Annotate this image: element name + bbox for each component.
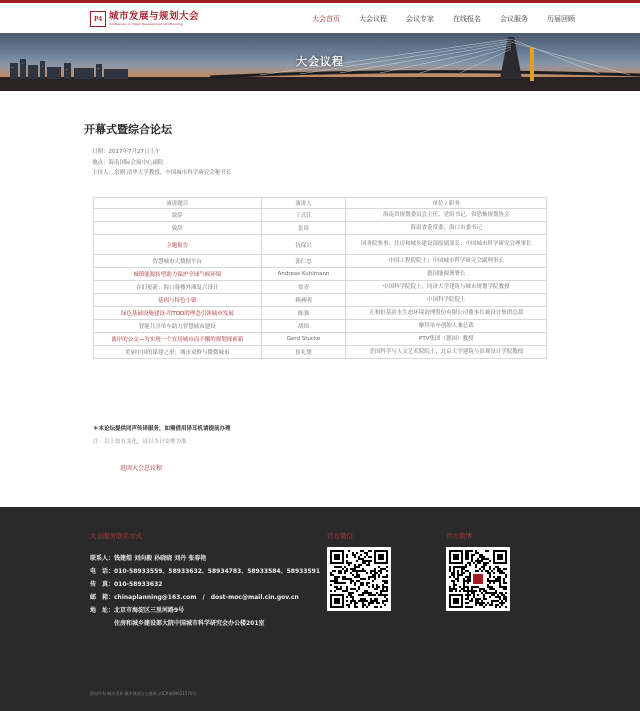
agenda-speaker: 丁式江 xyxy=(261,209,346,222)
agenda-unit: 国务院参事；住房和城乡建设部原副部长；中国城市科学研究会理事长 xyxy=(346,235,547,255)
table-row xyxy=(94,268,547,281)
contact-email-row xyxy=(90,591,320,604)
change-note: 注：以上如有变化，请以当日安排为准 xyxy=(93,439,187,445)
contact-fax-row xyxy=(90,578,320,591)
nav-experts[interactable]: 会议专家 xyxy=(406,15,434,23)
agenda-topic: 致辞 xyxy=(94,209,262,222)
agenda-unit: 海南省规划委员会主任、党组书记，省恐怖规划协会 xyxy=(346,209,547,222)
agenda-speaker: 仇保兴 xyxy=(261,235,346,255)
agenda-unit: 中国科学院院士 xyxy=(346,294,547,307)
agenda-speaker: 胡纬 xyxy=(261,320,346,333)
agenda-topic: 城镇能源转型助力保护全球气候环境 xyxy=(94,268,262,281)
agenda-speaker: 赖燕明 xyxy=(261,294,346,307)
session-location: 地点：海南国际会展中心副院 xyxy=(92,159,164,166)
site-header xyxy=(0,3,640,33)
contact-people: 联系人：钱建煌 刘向毅 孙晓晓 刘丹 张春艳 xyxy=(90,555,207,562)
weibo-qr-code xyxy=(446,547,510,611)
back-to-agenda-link[interactable]: 返回大会总议程 xyxy=(120,465,163,472)
logo-mark-icon: P4 xyxy=(90,11,106,27)
agenda-unit: 中国科学院院士；同济大学建筑与城市规划学院教授 xyxy=(346,281,547,294)
table-row xyxy=(94,281,547,294)
contact-email[interactable]: chinaplanning@163.com / dost-moc@mail.cin.gov.cn xyxy=(114,594,299,601)
agenda-speaker: 郭仁忠 xyxy=(261,255,346,268)
logo-text xyxy=(109,12,199,26)
table-row xyxy=(94,235,547,255)
table-row xyxy=(94,209,547,222)
table-row xyxy=(94,222,547,235)
nav-agenda[interactable]: 大会议程 xyxy=(359,15,387,23)
agenda-unit: 中国工程院院士；中国城市科学研究会副理事长 xyxy=(346,255,547,268)
column-header-unit: 单位 / 职务 xyxy=(346,198,547,209)
interpretation-note: ＊本论坛提供同声传译服务，如需借用译耳机请提前办理 xyxy=(93,426,231,432)
agenda-topic: 智慧城市大数据平台 xyxy=(94,255,262,268)
table-row xyxy=(94,294,547,307)
hero-title: 大会议程 xyxy=(296,55,344,68)
table-header-row xyxy=(94,198,547,209)
table-row xyxy=(94,255,547,268)
column-header-topic: 演讲题目 xyxy=(94,198,262,209)
agenda-unit: 海南省委常委、海口市委书记 xyxy=(346,222,547,235)
contact-address-line1: 北京市海淀区三里河路9号 xyxy=(114,607,185,614)
agenda-speaker: Gerd Stucke xyxy=(261,333,346,346)
footer-copyright: 版权所有·城市世界·城市规划与交通网 京ICP备09021570号 xyxy=(90,691,197,696)
agenda-topic: 基因与特色小镇 xyxy=(94,294,262,307)
contact-address-row xyxy=(90,604,320,617)
agenda-topic: 致辞 xyxy=(94,222,262,235)
table-row xyxy=(94,307,547,320)
fax-label: 传 真： xyxy=(90,581,115,588)
session-meta xyxy=(92,147,231,179)
agenda-topic: 美丽中国的谋建之形：城市双修与微微城市 xyxy=(94,346,262,359)
site-footer xyxy=(0,507,640,711)
table-row xyxy=(94,320,547,333)
nav-history[interactable]: 历届回顾 xyxy=(547,15,575,23)
logo-subtitle: Conference on Urban Development and Planning xyxy=(109,21,183,26)
agenda-unit: 摩拜单车创始人兼总裁 xyxy=(346,320,547,333)
footer-weibo-title: 官方微博 xyxy=(446,532,472,540)
nav-services[interactable]: 会议服务 xyxy=(500,15,528,23)
session-host: 主持人：余刚 清华大学教授、中国城市科学研究会秘书长 xyxy=(92,170,232,176)
logo-title: 城市发展与规划大会 xyxy=(109,11,200,23)
contact-address-line2: 住房和城乡建设部大院中国城市科学研究会办公楼201室 xyxy=(114,620,265,627)
address-label: 地 址： xyxy=(90,607,115,614)
agenda-unit: 美国科学与人文艺术院院士；北京大学建筑与景观设计学院教授 xyxy=(346,346,547,359)
site-logo[interactable] xyxy=(90,10,199,28)
agenda-speaker: Andreas Kuhlmann xyxy=(261,268,346,281)
agenda-unit: 正和恒基滨水生态环境治理股份有限公司董事长兼设计集团总裁 xyxy=(346,307,547,320)
footer-contact-title: 大会服务联系方式 xyxy=(90,532,142,540)
agenda-topic: 离岸的公交—为实现一个宜居城市而不懈的规划探索新 xyxy=(94,333,262,346)
contact-phone: 010-58933559、58933632、58934783、58933584、58933591 xyxy=(114,568,321,575)
footer-contact-info xyxy=(90,552,320,630)
table-row xyxy=(94,346,547,359)
page-title: 开幕式暨综合论坛 xyxy=(84,123,172,136)
contact-fax: 010-58933632 xyxy=(114,581,163,588)
column-header-speaker: 演讲人 xyxy=(261,198,346,209)
agenda-topic: 智能共享单车助力智慧城市建设 xyxy=(94,320,262,333)
agenda-topic: 绿色基础设施建设-用TOD的理念引领城市发展 xyxy=(94,307,262,320)
email-label: 邮 箱： xyxy=(90,594,115,601)
nav-registration[interactable]: 在线报名 xyxy=(453,15,481,23)
main-nav xyxy=(312,14,594,24)
agenda-speaker: 崔礼楚 xyxy=(261,346,346,359)
agenda-table xyxy=(93,197,547,359)
table-row xyxy=(94,333,547,346)
weixin-qr-code xyxy=(327,547,391,611)
agenda-unit: 德国能源署署长 xyxy=(346,268,547,281)
agenda-speaker: 张琦 xyxy=(261,222,346,235)
agenda-topic: 主题报告 xyxy=(94,235,262,255)
agenda-topic: 存旧更新：海口骑楼外滩复兴设计 xyxy=(94,281,262,294)
nav-home[interactable]: 大会首页 xyxy=(312,15,340,23)
agenda-speaker: 常青 xyxy=(261,281,346,294)
contact-phone-row xyxy=(90,565,320,578)
hero-banner xyxy=(0,33,640,91)
agenda-unit: PTV集团（德国）教授 xyxy=(346,333,547,346)
session-date: 日期：2017年7月27日上午 xyxy=(92,149,161,155)
agenda-speaker: 陈强 xyxy=(261,307,346,320)
phone-label: 电 话： xyxy=(90,568,115,575)
footer-weixin-title: 官方微信 xyxy=(327,532,353,540)
